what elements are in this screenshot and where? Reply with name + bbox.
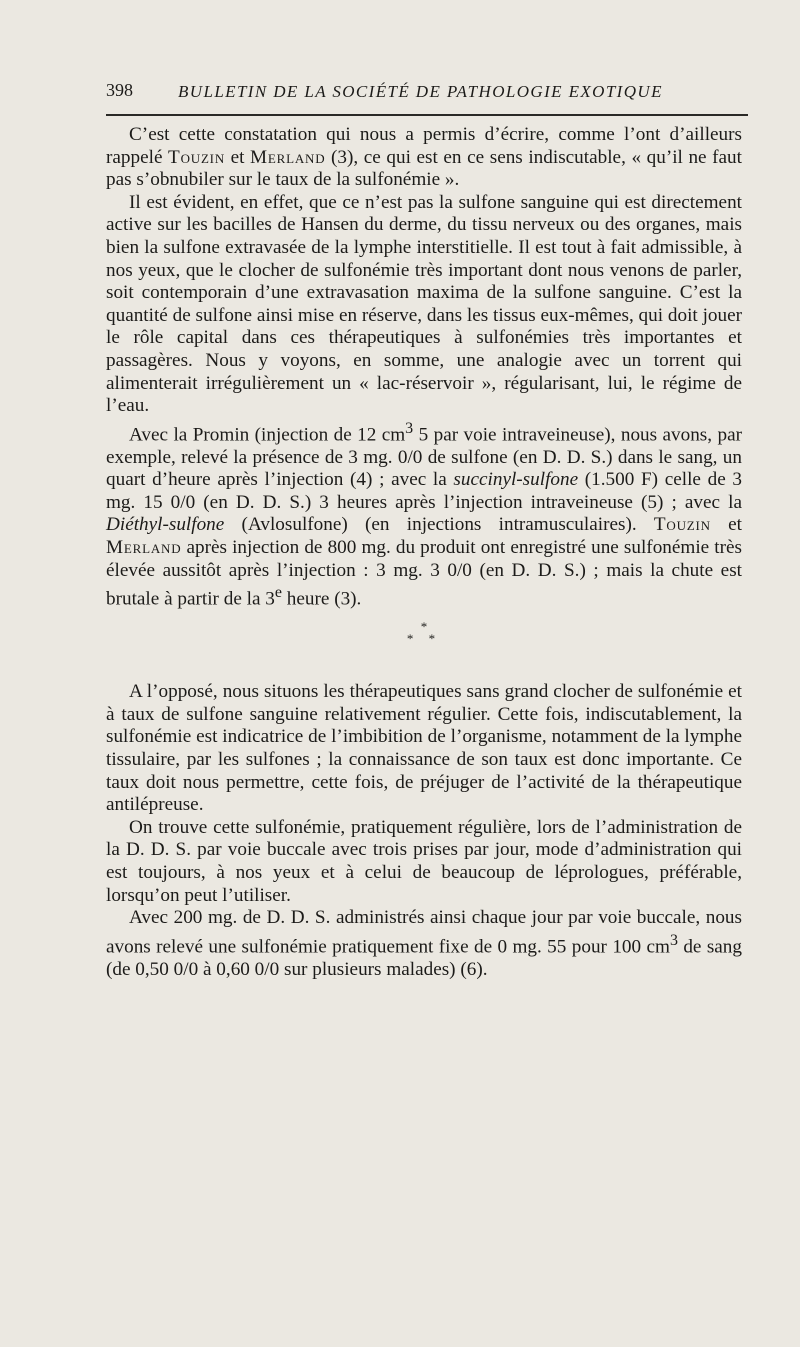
body-text [106, 124, 742, 981]
author-name: Touzin [168, 146, 226, 168]
paragraph-1 [106, 124, 742, 192]
page-header [106, 78, 746, 106]
running-title: BULLETIN DE LA SOCIÉTÉ DE PATHOLOGIE EXOTIQUE [178, 82, 663, 101]
author-name: Touzin [653, 514, 711, 536]
text-run: (3), ce qui est en ce sens indiscutable, « qu’il ne faut pas s’obnubiler sur le taux de la sulfonémie ». [106, 146, 742, 191]
separator-top-star: * [420, 619, 428, 635]
text-run: 5 par voie intraveineuse), nous avons, par exemple, relevé la présence de 3 mg. 0/0 de sulfone (en D. D. S.) dans le sang, un quart d’heure après l’injection (4) ; avec la [106, 424, 742, 491]
paragraph-6 [106, 907, 742, 981]
text-run: de sang (de 0,50 0/0 à 0,60 0/0 sur plusieurs malades) (6). [106, 936, 742, 980]
author-name: Merland [250, 146, 326, 168]
drug-name: succinyl-sulfone [453, 469, 579, 491]
text-run: (1.500 F) celle de 3 mg. 15 0/0 (en D. D. S.) 3 heures après l’injection intraveineuse (5) ; avec la [106, 469, 742, 513]
separator-bottom-stars: * * [406, 631, 442, 647]
superscript: 3 [405, 419, 414, 437]
text-run: (Avlosulfone) (en injections intramusculaires). [224, 514, 654, 536]
paragraph-5: On trouve cette sulfonémie, pratiquement régulière, lors de l’administration de la D. D. S. par voie buccale avec trois prises par jour, mode d’administration qui est toujours, à nos yeux et à celui de beaucoup de léprologues, préférable, lorsqu’on peut l’utiliser. [106, 816, 742, 906]
author-name: Merland [106, 537, 182, 559]
superscript: e [274, 584, 282, 602]
text-run: après injection de 800 mg. du produit ont enregistré une sulfonémie très élevée aussitôt après l’injection : 3 mg. 3 0/0 (en D. D. S.) ; mais la chute est brutale à partir de la 3 [106, 537, 742, 610]
text-run: Avec 200 mg. de D. D. S. administrés ainsi chaque jour par voie buccale, nous avons relevé une sulfonémie pratiquement fixe de 0 mg. 55 pour 100 cm [106, 907, 742, 958]
paragraph-3 [106, 418, 742, 612]
text-run: Avec la Promin (injection de 12 cm [129, 424, 406, 446]
text-run: C’est cette constatation qui nous a permis d’écrire, comme l’ont d’ailleurs rappelé [106, 124, 742, 168]
text-run: et [225, 146, 251, 168]
paragraph-2: Il est évident, en effet, que ce n’est pas la sulfone sanguine qui est directement active sur les bacilles de Hansen du derme, du tissu nerveux ou des organes, mais bien la sulfone extravasée de la lymphe interstitielle. Il est tout à fait admissible, à nos yeux, que le clocher de sulfonémie très important dont nous venons de parler, soit contemporain d’une extravasation maxima de la sulfone sanguine. C’est la quantité de sulfone ainsi mise en réserve, dans les tissus eux-mêmes, qui doit jouer le rôle capital dans ces thérapeutiques à sulfonémies très importantes et passagères. Nous y voyons, en somme, une analogie avec un torrent qui alimenterait irrégulièrement un « lac-réservoir », régularisant, lui, le régime de l’eau. [106, 191, 742, 417]
page-number: 398 [106, 80, 133, 100]
header-rule [106, 114, 748, 116]
text-run: heure (3). [281, 588, 362, 610]
drug-name: Diéthyl-sulfone [106, 514, 225, 536]
paragraph-4: A l’opposé, nous situons les thérapeutiques sans grand clocher de sulfonémie et à taux de sulfone sanguine relativement régulier. Cette fois, indiscutablement, la sulfonémie est indicatrice de l’imbibition de l’organisme, notamment de la lymphe tissulaire, par les sulfones ; la connaissance de son taux est donc importante. Ce taux doit nous permettre, cette fois, de préjuger de l’activité de la thérapeutique antilépreuse. [106, 681, 742, 816]
section-separator [106, 621, 742, 645]
superscript: 3 [669, 931, 678, 949]
text-run: et [710, 514, 742, 536]
